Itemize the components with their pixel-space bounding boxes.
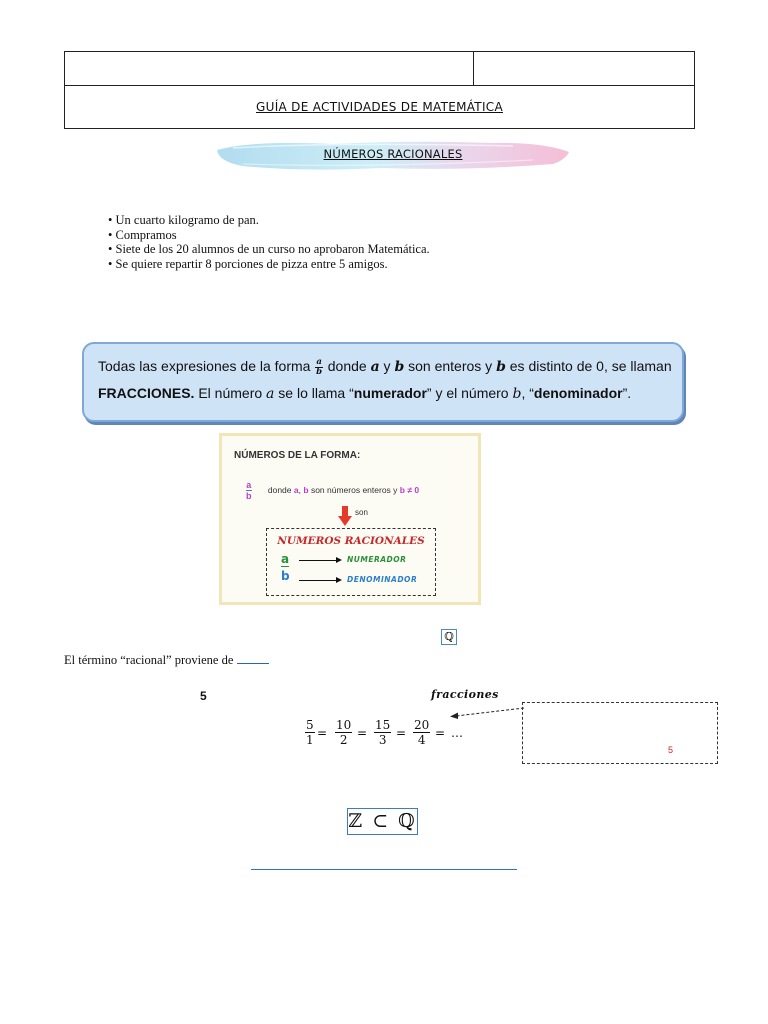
denominator-letter: b bbox=[281, 569, 290, 583]
equals-sign: = bbox=[317, 726, 328, 740]
rational-set-symbol: ℚ bbox=[441, 629, 457, 645]
integers-subset-rationals: ℤ ⊂ ℚ bbox=[347, 808, 418, 835]
page-title: GUÍA DE ACTIVIDADES DE MATEMÁTICA bbox=[256, 100, 503, 114]
note-red-five: 5 bbox=[668, 745, 674, 755]
arrowhead-icon bbox=[336, 577, 342, 583]
figure-title: NÚMEROS DE LA FORMA: bbox=[234, 450, 361, 461]
fraction-a-over-b: $\frac{a}{b}$ bbox=[246, 480, 252, 501]
figure-condition: $\frac{a}{b}$ donde a, b son números enteros y b ≠ 0 bbox=[246, 480, 420, 501]
five-label: 5 bbox=[200, 689, 207, 703]
denominator-arrow-icon bbox=[299, 580, 337, 581]
definition-line-2: FRACCIONES. El número a se lo llama “numerador” y el número b, “denominador”. bbox=[98, 385, 632, 402]
rational-numbers-figure bbox=[219, 433, 481, 605]
note-box bbox=[522, 702, 718, 764]
header-table bbox=[64, 51, 695, 129]
banner-title: NÚMEROS RACIONALES bbox=[323, 147, 463, 161]
figure-box-title: NUMEROS RACIONALES bbox=[277, 535, 425, 547]
arrowhead-icon bbox=[336, 557, 342, 563]
fraction: 5 1 bbox=[306, 718, 314, 747]
fraction: 15 3 bbox=[375, 718, 391, 747]
list-item: • Se quiere repartir 8 porciones de pizza entre 5 amigos. bbox=[108, 256, 388, 271]
fracciones-label: fracciones bbox=[431, 688, 499, 701]
red-down-arrow-icon bbox=[338, 506, 352, 526]
example-list bbox=[108, 213, 430, 271]
numerator-label: NUMERADOR bbox=[347, 555, 407, 564]
header-cell-left bbox=[65, 52, 474, 85]
list-item: • Un cuarto kilogramo de pan. bbox=[108, 213, 259, 227]
fraction-a-over-b: $\frac{a}{b}$ bbox=[316, 357, 323, 377]
fraction: 20 4 bbox=[414, 718, 430, 747]
definition-line-1: Todas las expresiones de la forma $\frac{a}{b}$ donde a y b son enteros y b es distinto de 0, se llaman bbox=[98, 357, 672, 377]
header-divider bbox=[65, 85, 694, 86]
equals-sign: = bbox=[435, 726, 446, 740]
ellipsis: … bbox=[451, 726, 463, 740]
blank-link[interactable] bbox=[237, 653, 269, 664]
fraction: 10 2 bbox=[336, 718, 352, 747]
equals-sign: = bbox=[357, 726, 368, 740]
numerator-arrow-icon bbox=[299, 560, 337, 561]
numerator-letter: a bbox=[281, 552, 290, 566]
list-item: • Compramos bbox=[108, 227, 177, 242]
blank-link[interactable] bbox=[251, 869, 517, 870]
equals-sign: = bbox=[396, 726, 407, 740]
pointer-arrow-icon bbox=[448, 704, 528, 720]
figure-dashed-box bbox=[266, 528, 436, 596]
etymology-sentence: El término “racional” proviene de bbox=[64, 653, 269, 668]
list-item: • Siete de los 20 alumnos de un curso no aprobaron Matemática. bbox=[108, 242, 430, 256]
figure-son-label: son bbox=[355, 508, 368, 517]
definition-box bbox=[82, 342, 684, 422]
denominator-label: DENOMINADOR bbox=[347, 575, 418, 584]
